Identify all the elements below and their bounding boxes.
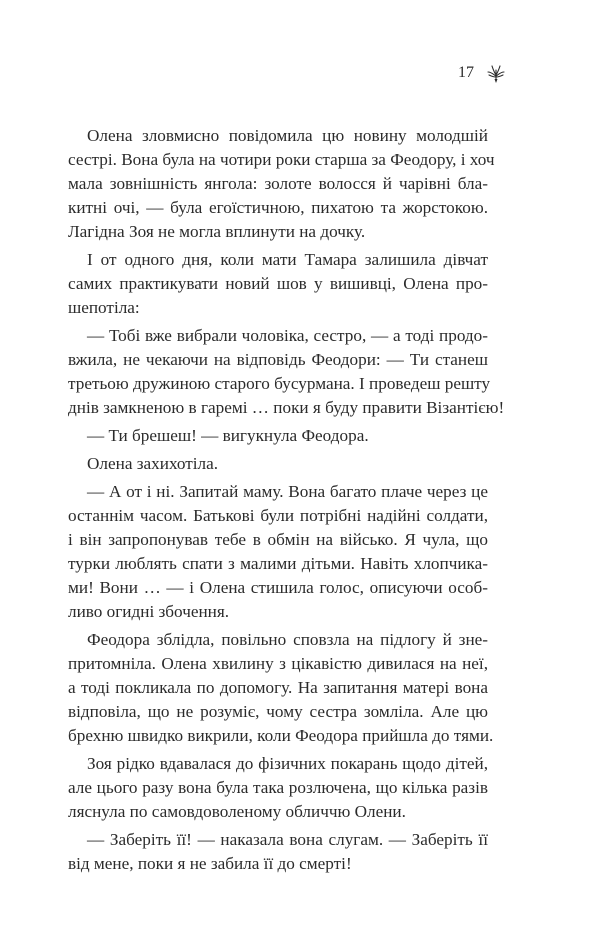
paragraph [68, 452, 488, 476]
text-line: днів замкненою в гаремі … поки я буду правити Візантією! [68, 398, 505, 417]
text-line: — Тобі вже вибрали чоловіка, сестро, — а тоді продо- [87, 326, 488, 345]
book-body-text [68, 124, 505, 880]
text-line: від мене, поки я не забила її до смерті! [68, 854, 352, 873]
text-line: ливо огидні збочення. [68, 602, 230, 621]
text-line: Зоя рідко вдавалася до фізичних покарань щодо дітей, [87, 754, 488, 773]
text-line: — А от і ні. Запитай маму. Вона багато плаче через це [87, 482, 488, 501]
floral-ornament-icon [486, 64, 506, 84]
text-line: — Заберіть її! — наказала вона слугам. — Заберіть її [87, 830, 488, 849]
text-line: але цього разу вона була така розлючена, що кілька разів [68, 778, 488, 797]
text-line: брехню швидко викрили, коли Феодора прийшла до тями. [68, 726, 494, 745]
text-line: Олена захихотіла. [87, 454, 219, 473]
text-line: а тоді покликала по допомогу. На запитання матері вона [68, 678, 488, 697]
text-line: Феодора зблідла, повільно сповзла на підлогу й зне- [87, 630, 488, 649]
text-line: Лагідна Зоя не могла вплинути на дочку. [68, 222, 366, 241]
paragraph [68, 324, 505, 420]
paragraph [68, 124, 495, 244]
text-line: І от одного дня, коли мати Тамара залишила дівчат [87, 250, 488, 269]
text-line: китні очі, — була егоїстичною, пихатою та жорстокою. [68, 198, 488, 217]
paragraph [68, 424, 488, 448]
text-line: третьою дружиною старого бусурмана. І проведеш решту [68, 374, 491, 393]
page-header [0, 64, 600, 88]
text-line: притомніла. Олена хвилину з цікавістю дивилася на неї, [68, 654, 488, 673]
text-line: Олена зловмисно повідомила цю новину молодшій [87, 126, 488, 145]
paragraph [68, 480, 488, 624]
text-line: відповіла, що не розуміє, чому сестра зомліла. Але цю [68, 702, 488, 721]
text-line: шепотіла: [68, 298, 140, 317]
text-line: ми! Вони … — і Олена стишила голос, описуючи особ- [68, 578, 488, 597]
page-number: 17 [458, 64, 474, 81]
text-line: ляснула по самовдоволеному обличчю Олени. [68, 802, 406, 821]
text-line: — Ти брешеш! — вигукнула Феодора. [87, 426, 369, 445]
paragraph [68, 828, 488, 876]
text-line: мала зовнішність янгола: золоте волосся й чарівні бла- [68, 174, 488, 193]
paragraph [68, 752, 488, 824]
text-line: самих практикувати новий шов у вишивці, Олена про- [68, 274, 488, 293]
paragraph [68, 628, 494, 748]
text-line: турки люблять спати з малими дітьми. Навіть хлопчика- [68, 554, 488, 573]
text-line: і він запропонував тебе в обмін на військо. Я чула, що [68, 530, 488, 549]
text-line: вжила, не чекаючи на відповідь Феодори: — Ти станеш [68, 350, 488, 369]
text-line: останнім часом. Батькові були потрібні надійні солдати, [68, 506, 488, 525]
text-line: сестрі. Вона була на чотири роки старша за Феодору, і хоч [68, 150, 495, 169]
paragraph [68, 248, 488, 320]
